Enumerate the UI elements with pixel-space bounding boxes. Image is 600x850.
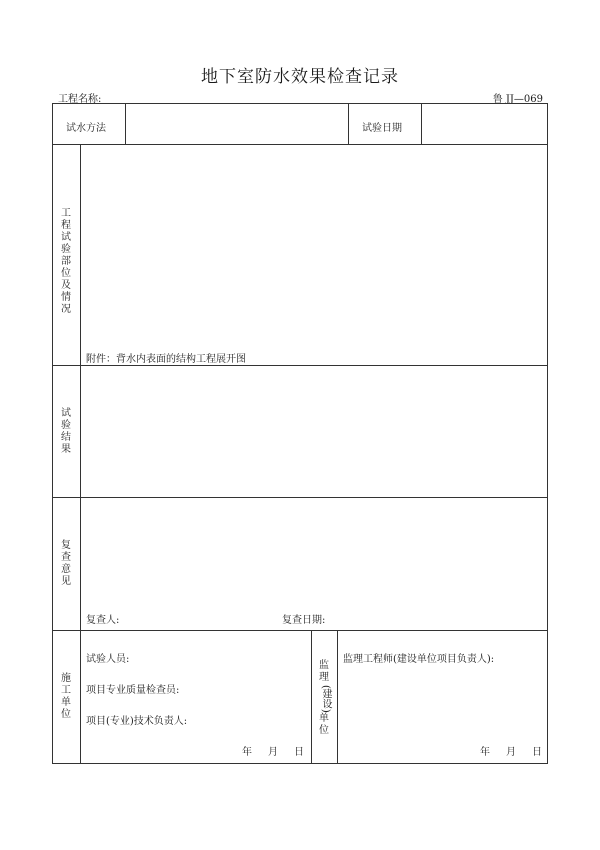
construction-unit-label: 施工单位	[61, 673, 71, 720]
supervision-date-month: 月	[506, 747, 516, 758]
construction-date-month: 月	[268, 747, 278, 758]
row1-col-divider-2	[348, 103, 349, 144]
project-name-label: 工程名称:	[58, 94, 102, 105]
quality-inspector-label: 项目专业质量检查员:	[86, 685, 180, 696]
review-opinion-section-label: 复查意见	[61, 540, 71, 587]
supervising-engineer-label: 监理工程师(建设单位项目负责人):	[343, 654, 495, 665]
supervision-date-year: 年	[480, 747, 490, 758]
construction-date-day: 日	[294, 747, 304, 758]
test-method-label: 试水方法	[66, 123, 106, 134]
supervision-unit-label-paren: (建设)	[320, 685, 331, 713]
supervision-unit-label-top: 监理	[319, 660, 329, 683]
supervision-date-day: 日	[532, 747, 542, 758]
reviewer-label: 复查人:	[86, 615, 120, 626]
attachment-note: 附件：背水内表面的结构工程展开图	[86, 354, 246, 365]
construction-date-year: 年	[242, 747, 252, 758]
row1-col-divider-1	[125, 103, 126, 144]
test-date-label: 试验日期	[362, 123, 402, 134]
form-code: 鲁 JJ—069	[492, 94, 543, 105]
bottom-split-divider-1	[311, 630, 312, 764]
page-title: 地下室防水效果检查记录	[201, 67, 399, 87]
bottom-split-divider-2	[337, 630, 338, 764]
tech-lead-label: 项目(专业)技术负责人:	[86, 716, 188, 727]
row-divider-4	[52, 630, 548, 631]
tester-label: 试验人员:	[86, 654, 130, 665]
supervision-unit-label-bottom: 单位	[319, 713, 329, 736]
test-location-section-label: 工程试验部位及情况	[61, 208, 71, 315]
row-divider-2	[52, 365, 548, 366]
review-date-label: 复查日期:	[282, 615, 326, 626]
label-column-divider	[80, 144, 81, 764]
row-divider-1	[52, 144, 548, 145]
test-result-section-label: 试验结果	[61, 408, 71, 455]
row-divider-3	[52, 497, 548, 498]
row1-col-divider-3	[421, 103, 422, 144]
